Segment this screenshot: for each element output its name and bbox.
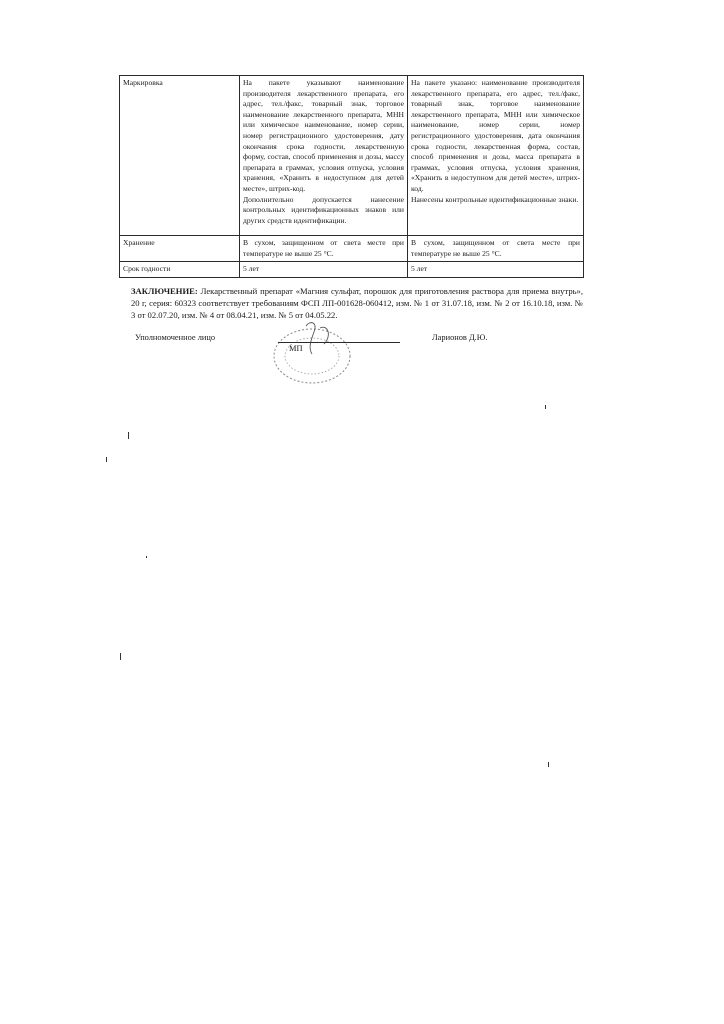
row-label-marking: Маркировка bbox=[120, 76, 240, 236]
requirement-cell-shelf-life: 5 лет bbox=[240, 262, 408, 278]
scan-speck bbox=[146, 556, 147, 558]
scan-speck bbox=[548, 762, 549, 767]
conclusion-paragraph bbox=[131, 285, 583, 322]
stamp-mark-label: МП bbox=[289, 344, 303, 353]
signatory-name: Ларионов Д.Ю. bbox=[432, 333, 488, 342]
signature-line bbox=[278, 342, 400, 343]
requirement-cell-storage bbox=[240, 236, 408, 262]
result-cell-marking bbox=[408, 76, 584, 236]
authorized-person-label: Уполномоченное лицо bbox=[135, 333, 216, 342]
specification-table bbox=[119, 75, 584, 278]
row-label-shelf-life: Срок годности bbox=[120, 262, 240, 278]
requirement-paragraph: Дополнительно допускается нанесение контрольных идентификационных знаков или других средств идентификации. bbox=[243, 194, 404, 225]
requirement-paragraph: В сухом, защищенном от света месте при температуре не выше 25 °С. bbox=[243, 238, 404, 258]
scan-speck bbox=[545, 405, 546, 409]
table-row-storage bbox=[120, 236, 584, 262]
result-paragraph: На пакете указано: наименование производителя лекарственного препарата, его адрес, тел./факс, товарный знак, торговое наименование лекарственного препарата, МНН или химическое наименование, номер серии, номер регистрационного удостоверения, дата окончания срока годности, лекарственная форма, состав, способ применения и дозы, масса препарата в граммах, условия отпуска, условия хранения, «Хранить в недоступном для детей месте», штрих-код. bbox=[411, 78, 580, 193]
table-row-shelf-life bbox=[120, 262, 584, 278]
conclusion-label: ЗАКЛЮЧЕНИЕ: bbox=[131, 286, 198, 296]
scan-speck bbox=[106, 457, 107, 462]
conclusion-text: Лекарственный препарат «Магния сульфат, порошок для приготовления раствора для приема внутрь», 20 г, серия: 60323 соответствует требованиям ФСП ЛП-001628-060412, изм. № 1 от 31.07.18, изм. № 2 от 16.10.18, изм. № 3 от 02.07.20, изм. № 4 от 08.04.21, изм. № 5 от 04.05.22. bbox=[131, 286, 583, 321]
scan-speck bbox=[128, 432, 129, 439]
round-stamp-graphic bbox=[262, 318, 362, 388]
result-paragraph: Нанесены контрольные идентификационные знаки. bbox=[411, 194, 579, 204]
table-row-marking bbox=[120, 76, 584, 236]
requirement-cell-marking bbox=[240, 76, 408, 236]
requirement-paragraph: На пакете указывают наименование производителя лекарственного препарата, его адрес, тел./факс, товарный знак, торговое наименование лекарственного препарата, МНН или химическое наименование, номер серии, номер регистрационного удостоверения, дату окончания срока годности, лекарственную форму, состав, способ применения и дозы, массу препарата в граммах, условия отпуска, условия хранения, «Хранить в недоступном для детей месте», штрих-код. bbox=[243, 78, 404, 193]
row-label-storage: Хранение bbox=[120, 236, 240, 262]
result-cell-storage bbox=[408, 236, 584, 262]
scan-speck bbox=[120, 653, 121, 660]
result-cell-shelf-life: 5 лет bbox=[408, 262, 584, 278]
result-paragraph: В сухом, защищенном от света месте при температуре не выше 25 °С. bbox=[411, 238, 580, 258]
